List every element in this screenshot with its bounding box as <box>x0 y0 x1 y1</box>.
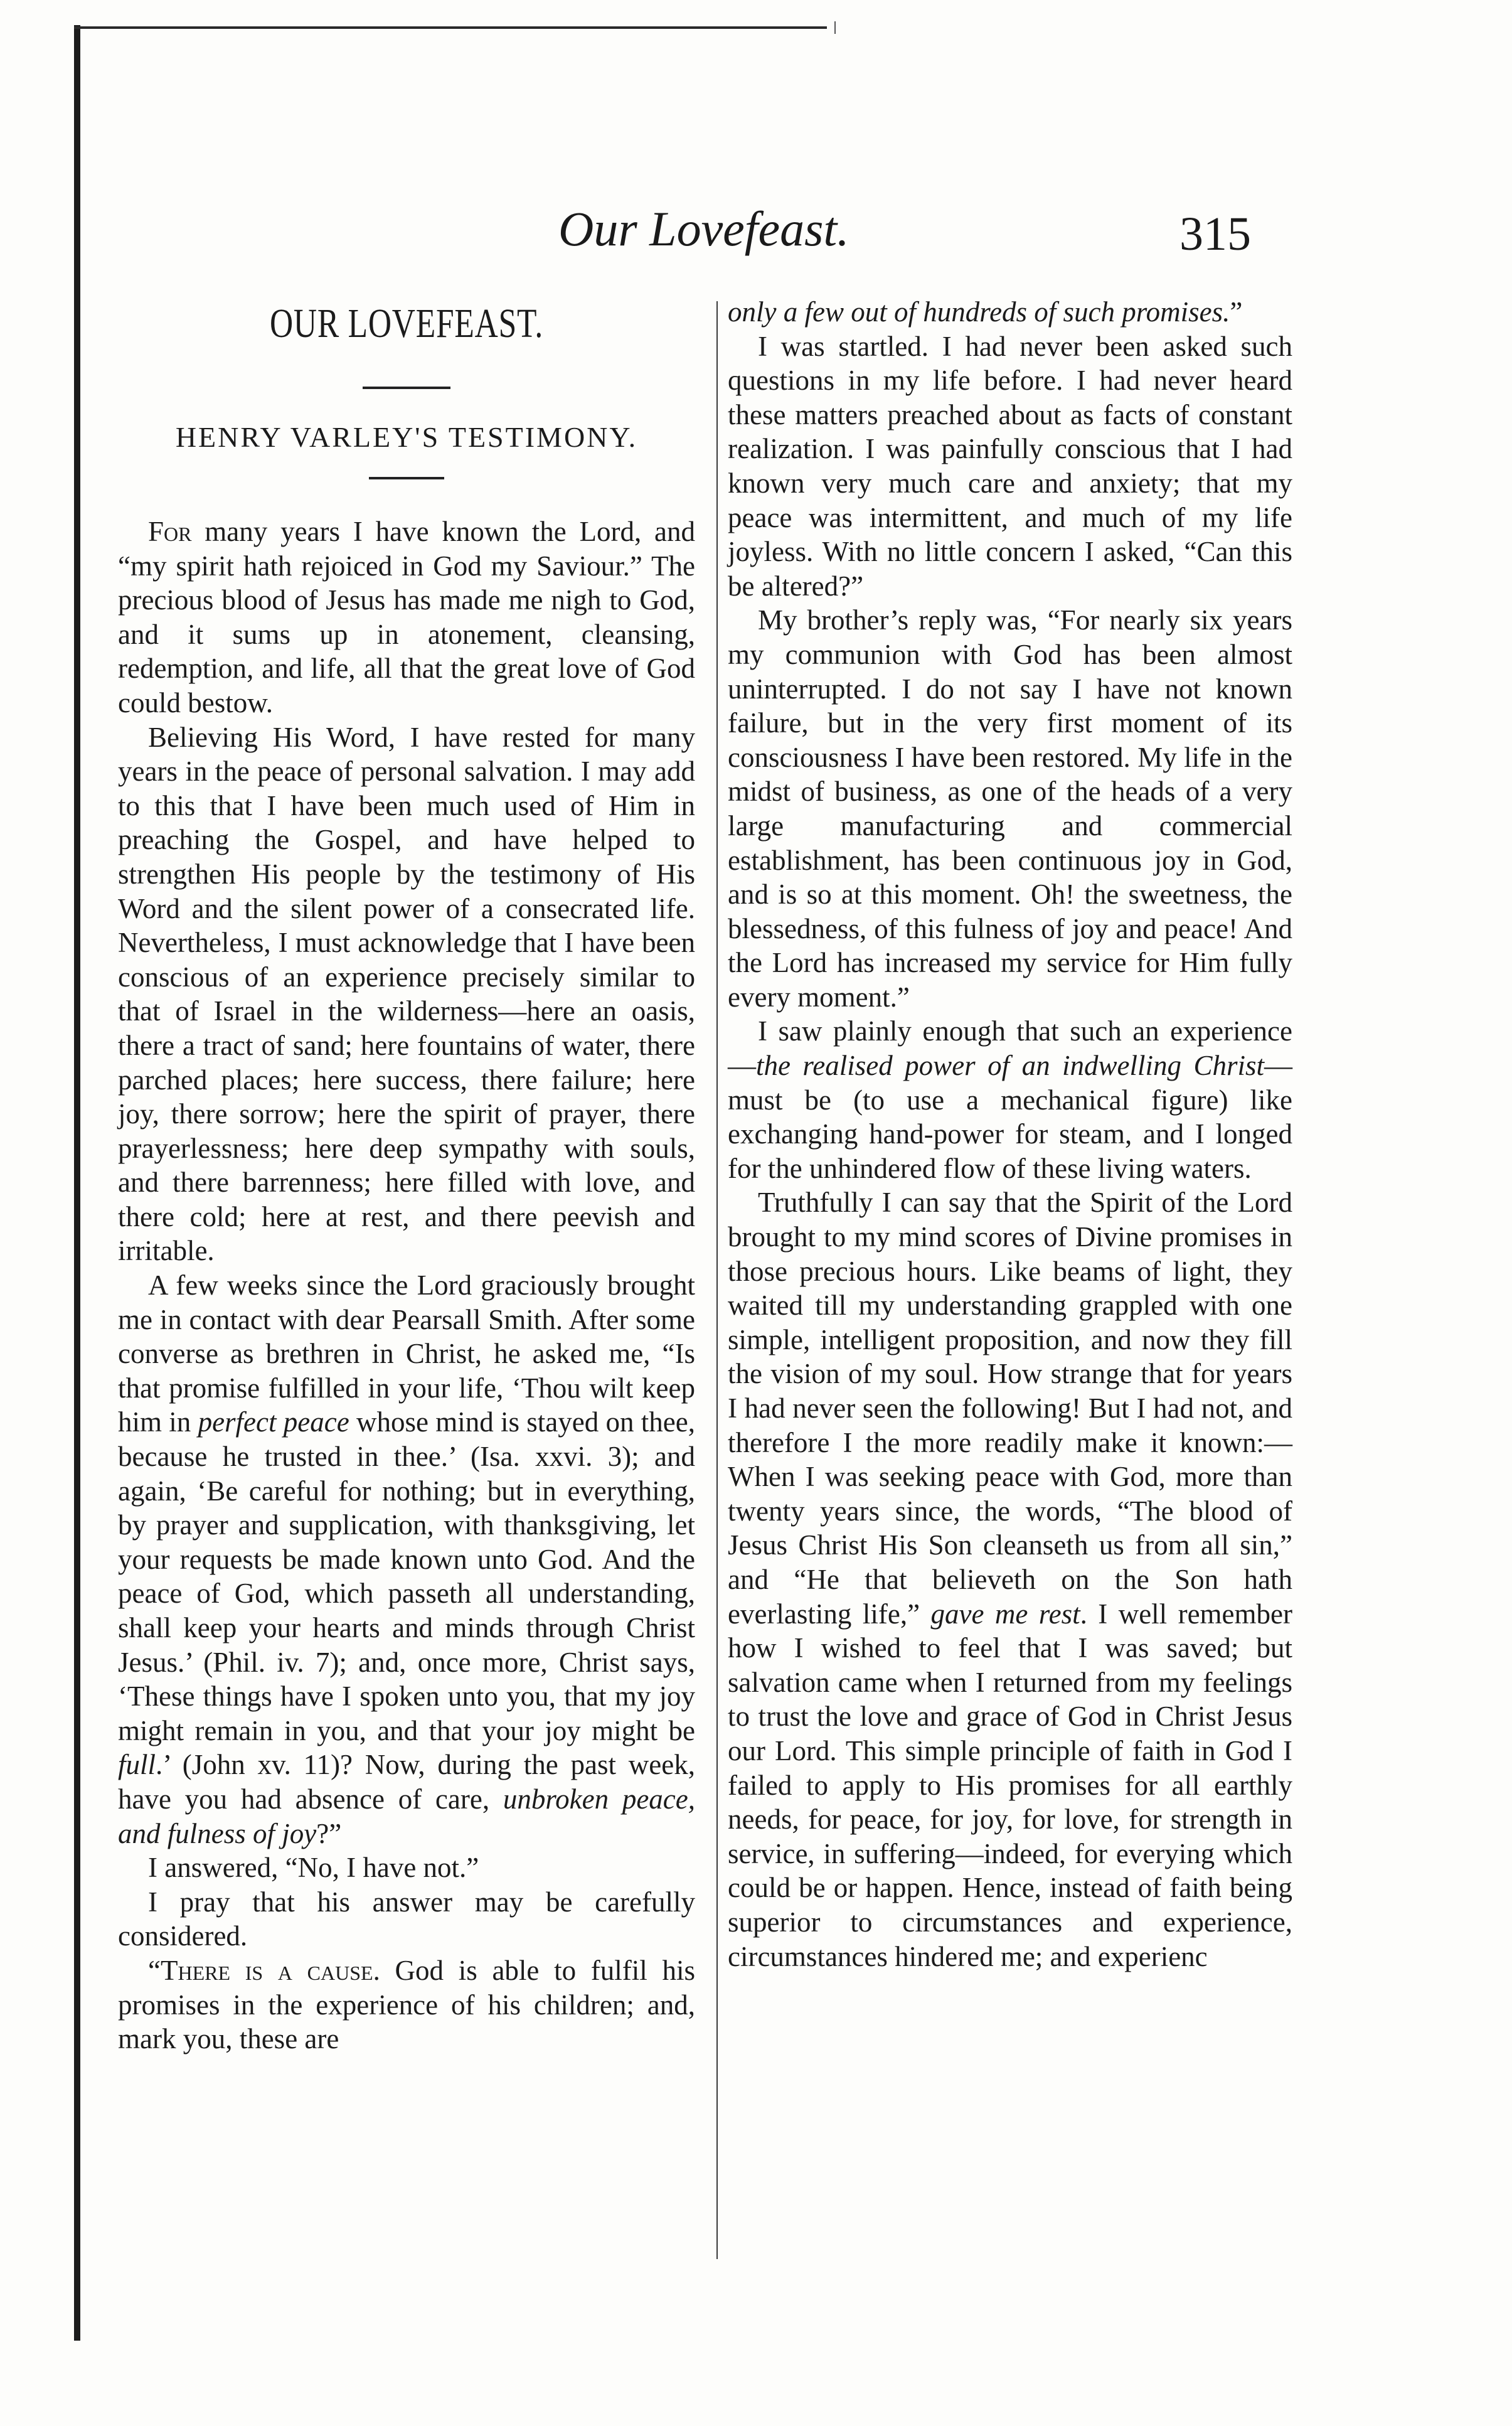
emphasis: unbroken peace, and fulness of joy <box>118 1783 695 1849</box>
article-title: OUR LOVEFEAST. <box>269 301 544 346</box>
paragraph-4: I answered, “No, I have not.” <box>148 1852 479 1884</box>
paragraph-lead: For <box>148 516 192 547</box>
page-number: 315 <box>1179 208 1251 260</box>
paragraph-continued <box>728 295 1292 329</box>
scan-edge-top <box>74 26 827 29</box>
paragraph-text: I saw plainly enough that such an experience— <box>728 1015 1292 1082</box>
emphasis: perfect peace <box>198 1406 349 1438</box>
paragraph-6 <box>118 1953 695 2056</box>
subtitle-rule <box>369 477 444 479</box>
paragraph-1 <box>118 515 695 720</box>
paragraph-7: I was startled. I had never been asked such questions in my life before. I had never heard these matters preached about as facts of constant realization. I was painfully conscious that I had known very much care and anxiety; that my peace was intermittent, and much of my life joyless. With no little concern I asked, “Can this be altered?” <box>728 330 1292 602</box>
right-column <box>728 295 1292 1974</box>
emphasis: gave me rest <box>930 1598 1080 1630</box>
paragraph-text: . I well remember how I wished to feel that I was saved; but salvation came when I returned from my feelings to trust the love and grace of God in Christ Jesus our Lord. This simple principle of faith in God I failed to apply to His promises for all earthly needs, for peace, for joy, for love, for strength in service, in suffering—indeed, for everying which could be or happen. Hence, instead of faith being superior to circumstances and experience, circumstances hindered me; and experienc <box>728 1598 1292 1972</box>
paragraph-text: God is able to fulfil his promises in the experience of his children; and, mark you, these are <box>118 1954 695 2055</box>
paragraph-text: A few weeks since the Lord graciously brought me in contact with dear Pearsall Smith. After some converse as brethren in Christ, he asked me, “Is that promise fulfilled in your life, ‘Thou wilt keep him in <box>118 1269 695 1438</box>
paragraph-10 <box>728 1185 1292 1974</box>
scan-edge-mark <box>834 21 836 34</box>
paragraph-text: Truthfully I can say that the Spirit of the Lord brought to my mind scores of Divine promises in those precious hours. Like beams of light, they waited till my understanding grappled with one simple, intelligent proposition, and now they fill the vision of my soul. How strange that for years I had never seen the following! But I had not, and therefore I the more readily make it known:—When I was seeking peace with God, more than twenty years since, the words, “The blood of Jesus Christ His Son cleanseth us from all sin,” and “He that believeth on the Son hath everlasting life,” <box>728 1187 1292 1630</box>
emphasis: only a few out of hundreds of such promises. <box>728 296 1230 328</box>
paragraph-text: many years I have known the Lord, and “my spirit hath rejoiced in God my Saviour.” The precious blood of Jesus has made me nigh to God, and it sums up in atonement, cleansing, redemption, and life, all that the great love of God could bestow. <box>118 516 695 719</box>
paragraph-lead: “There is a cause. <box>148 1954 380 1986</box>
paragraph-text: whose mind is stayed on thee, because he trusted in thee.’ (Isa. xxvi. 3); and again, ‘Be careful for nothing; but in everything, by prayer and supplication, with thanksgiving, let your requests be made known unto God. And the peace of God, which passeth all understanding, shall keep your hearts and minds through Christ Jesus.’ (Phil. iv. 7); and, once more, Christ says, ‘These things have I spoken unto you, that my joy might remain in you, and that your joy might be <box>118 1406 696 1746</box>
paragraph-9 <box>728 1014 1292 1185</box>
column-divider <box>716 301 718 2259</box>
left-column <box>118 299 695 2056</box>
title-rule <box>363 387 450 389</box>
paragraph-8: My brother’s reply was, “For nearly six years my communion with God has been almost uninterrupted. I do not say I have not known failure, but in the very first moment of its consciousness I have been restored. My life in the midst of business, as one of the heads of a very large manufacturing and commercial establishment, has been continuous joy in God, and is so at this moment. Oh! the sweetness, the blessedness, of this fulness of joy and peace! And the Lord has increased my service for Him fully every moment.” <box>728 604 1292 1013</box>
paragraph-2: Believing His Word, I have rested for many years in the peace of personal salvation. I may add to this that I have been much used of Him in preaching the Gospel, and have helped to strengthen His people by the testimony of His Word and the silent power of a consecrated life. Nevertheless, I must acknowledge that I have been conscious of an experience precisely similar to that of Israel in the wilderness—here an oasis, there a tract of sand; here fountains of water, there parched places; here success, there failure; here joy, there sorrow; here the spirit of prayer, there prayerlessness; here deep sympathy with souls, and there barrenness; here filled with love, and there cold; here at rest, and there peevish and irritable. <box>118 721 695 1267</box>
paragraph-text: ” <box>1230 296 1243 328</box>
article-subtitle: HENRY VARLEY'S TESTIMONY. <box>175 421 638 453</box>
emphasis: full <box>118 1749 156 1781</box>
emphasis: the realised power of an indwelling Christ <box>756 1050 1264 1082</box>
paragraph-3 <box>118 1268 695 1851</box>
running-title: Our Lovefeast. <box>558 201 849 256</box>
paragraph-text: ?” <box>316 1817 342 1849</box>
scan-edge-left <box>74 25 80 2341</box>
paragraph-5: I pray that his answer may be carefully considered. <box>118 1886 695 1952</box>
paragraph-text: —must be (to use a mechanical figure) like exchanging hand-power for steam, and I longed for the unhindered flow of these living waters. <box>728 1050 1292 1184</box>
paragraph-text: .’ (John xv. 11)? Now, during the past week, have you had absence of care, <box>118 1749 695 1815</box>
